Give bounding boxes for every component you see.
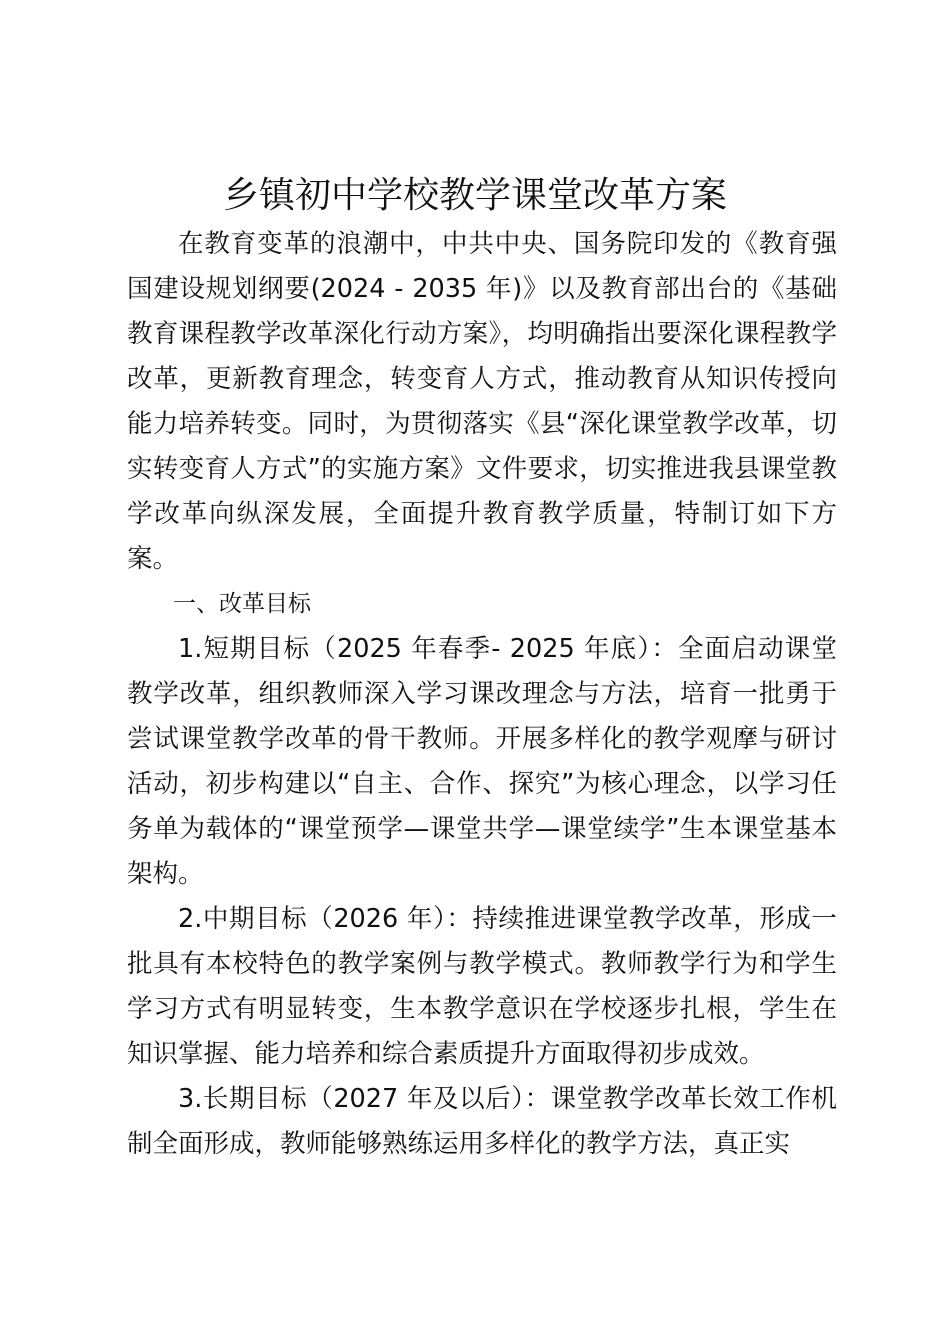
section-heading-reform-goals: 一、改革目标	[173, 591, 311, 617]
paragraph-long-term-goal: 3.长期目标（2027 年及以后）：课堂教学改革长效工作机制全面形成，教师能够熟练运用多样化的教学方法，真正实	[127, 1084, 837, 1159]
document-title: 乡镇初中学校教学课堂改革方案	[222, 175, 727, 216]
paragraph-mid-term-goal: 2.中期目标（2026 年）：持续推进课堂教学改革，形成一批具有本校特色的教学案例与教学模式。教师教学行为和学生学习方式有明显转变，生本教学意识在学校逐步扎根，学生在知识掌握、能力培养和综合素质提升方面取得初步成效。	[127, 904, 837, 1069]
paragraph-short-term-goal: 1.短期目标（2025 年春季- 2025 年底）：全面启动课堂教学改革，组织教师深入学习课改理念与方法，培育一批勇于尝试课堂教学改革的骨干教师。开展多样化的教学观摩与研讨活动，初步构建以“自主、合作、探究”为核心理念，以学习任务单为载体的“课堂预学—课堂共学—课堂续学”生本课堂基本架构。	[127, 634, 837, 889]
paragraph-intro: 在教育变革的浪潮中，中共中央、国务院印发的《教育强国建设规划纲要(2024 - 2035 年)》以及教育部出台的《基础教育课程教学改革深化行动方案》，均明确指出要深化课程教学改革，更新教育理念，转变育人方式，推动教育从知识传授向能力培养转变。同时，为贯彻落实《县“深化课堂教学改革，切实转变育人方式”的实施方案》文件要求，切实推进我县课堂教学改革向纵深发展，全面提升教育教学质量，特制订如下方案。	[127, 229, 837, 574]
document-body	[127, 222, 837, 1167]
